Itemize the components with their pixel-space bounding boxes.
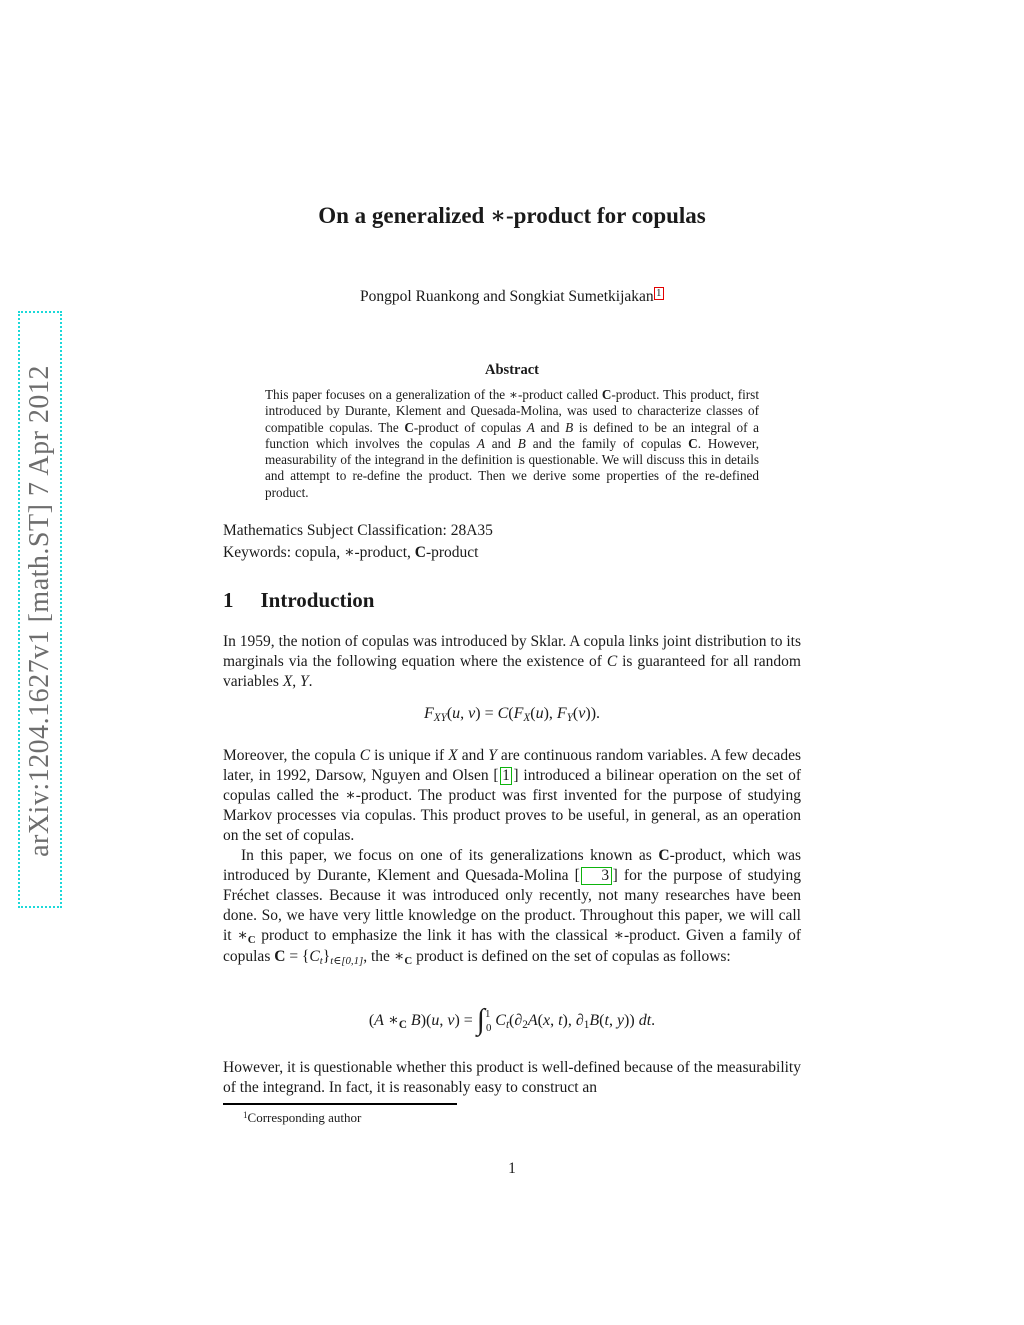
text-segment: ( [572, 705, 579, 722]
text-segment: C [688, 435, 698, 451]
text-segment: 1 [243, 1109, 248, 1120]
text-segment: Keywords: copula, ∗-product, [223, 544, 415, 561]
text-segment: v [468, 705, 476, 722]
arxiv-watermark-text: arXiv:1204.1627v1 [math.ST] 7 Apr 2012 [24, 365, 55, 857]
text-segment: However, it is questionable whether this product is well-defined because of the measurability of the integrand. In fact, it is reasonably easy to construct an [223, 1059, 801, 1096]
text-segment: , [550, 1012, 559, 1029]
text-segment: B [517, 435, 526, 451]
text-segment: is defined to be an integral of a function which involves the copulas [265, 419, 759, 451]
text-segment: ( [509, 1012, 515, 1029]
text-segment: ] introduced a bilinear operation on the set of copulas called the ∗-product. The product was first invented for the purpose of studying Markov processes via copulas. This product proves to be useful, in general, as an operation on the set of copulas. [223, 767, 802, 844]
text-segment: X [282, 673, 293, 690]
text-segment: C [404, 955, 413, 968]
integral-sign: ∫ [476, 1003, 485, 1036]
text-segment: C [309, 948, 320, 965]
text-segment: C [601, 387, 612, 402]
text-segment: ) = [454, 1012, 477, 1029]
text-segment: A [527, 1012, 538, 1029]
text-segment: B [589, 1012, 600, 1029]
text-segment: F [423, 705, 434, 722]
text-segment: Moreover, the copula [223, 747, 360, 764]
text-segment: -product [425, 544, 479, 561]
text-segment: , the ∗ [363, 948, 405, 965]
text-segment: u [431, 1012, 440, 1029]
text-segment: In 1959, the notion of copulas was introduced by Sklar. A copula links joint distribution to its marginals via the following equation where the existence of [223, 633, 801, 670]
text-segment: F [513, 705, 524, 722]
abstract-text [265, 387, 759, 501]
equation-sklar [223, 705, 801, 723]
text-segment: . [308, 673, 313, 690]
text-segment: F [556, 705, 567, 722]
text-segment: . However, measurability of the integrand in the definition is questionable. We will discuss this in details and attempt to re-define the product. Then we derive some properties of the re-defined product. [265, 435, 759, 500]
citation-link-1[interactable]: 1 [500, 767, 513, 785]
intro-paragraph-1 [223, 632, 801, 692]
text-segment: y [616, 1012, 625, 1029]
text-segment: A [526, 419, 535, 435]
text-segment: C [495, 1012, 506, 1029]
text-segment: t [604, 1012, 609, 1029]
text-segment: product is defined on the set of copulas as follows: [412, 948, 731, 965]
authors-line [223, 288, 801, 306]
paper-title: On a generalized ∗-product for copulas [318, 203, 706, 228]
text-segment: C [359, 747, 371, 764]
text-segment: ( [446, 705, 453, 722]
text-segment: ) = [475, 705, 498, 722]
text-segment: and [484, 435, 518, 451]
text-segment: is guaranteed for all random variables [223, 653, 801, 690]
keywords-line [223, 543, 801, 562]
text-segment: ] for the purpose of studying Fréchet classes. Because it was introduced only recently, not many researches have been done. So, we have very little knowledge on the product. Throughout this paper, we will call it ∗ [223, 867, 801, 944]
citation-link-3[interactable]: 3 [581, 867, 612, 885]
arxiv-watermark [18, 311, 62, 908]
text-segment: A [476, 435, 485, 451]
page-number: 1 [508, 1160, 516, 1177]
text-segment: , [460, 705, 469, 722]
intro-paragraph-4 [223, 1058, 801, 1098]
text-segment: = { [285, 948, 310, 965]
abstract-heading: Abstract [485, 362, 539, 378]
text-segment: X [523, 712, 531, 725]
footnote-corresponding-author [223, 1110, 801, 1126]
text-segment: is unique if [370, 747, 449, 764]
text-segment: 2 [522, 1019, 528, 1032]
text-segment: ( [537, 1012, 543, 1029]
text-segment: )) [624, 1012, 639, 1029]
text-segment: C [404, 419, 414, 435]
text-segment: C [247, 934, 256, 947]
section-number: 1 [223, 588, 234, 612]
text-segment: C [658, 847, 670, 864]
text-segment: , [292, 673, 301, 690]
text-segment: X [448, 747, 458, 764]
text-segment: Mathematics Subject Classification: 28A35 [223, 522, 493, 539]
text-segment: ( [508, 705, 514, 722]
text-segment: Y [566, 712, 573, 725]
text-segment: t [505, 1019, 510, 1032]
equation-c-product [223, 1000, 801, 1036]
text-segment: 1 [583, 1019, 590, 1032]
text-segment: . [651, 1012, 656, 1029]
text-segment: A [374, 1012, 384, 1029]
text-segment: Y [488, 747, 497, 764]
text-segment: ), [543, 705, 557, 722]
text-segment: t [319, 955, 323, 968]
text-segment: In this paper, we focus on one of its generalizations known as [241, 847, 659, 864]
text-segment: B [565, 419, 574, 435]
text-segment: Y [300, 673, 309, 690]
text-segment: ∂ [575, 1012, 584, 1029]
text-segment: ∗ [383, 1012, 399, 1029]
text-segment: ), [562, 1012, 576, 1029]
text-segment: u [535, 705, 544, 722]
text-segment: C [274, 948, 286, 965]
text-segment: C [606, 653, 618, 670]
text-segment: ( [530, 705, 536, 722]
text-segment: v [578, 705, 586, 722]
text-segment: v [447, 1012, 455, 1029]
text-segment: XY [433, 712, 447, 725]
section-1-heading [223, 588, 801, 613]
text-segment: and [457, 747, 489, 764]
text-segment: -product of copulas [413, 419, 527, 435]
text-segment: u [452, 705, 461, 722]
text-segment: 0 [486, 1021, 492, 1034]
intro-paragraph-3 [223, 846, 801, 968]
text-segment: -product. This product, first introduced by Durante, Klement and Quesada-Molina, was used to characterize classes of compatible copulas. The [265, 387, 759, 435]
text-segment: 1 [484, 1007, 491, 1020]
text-segment: C [398, 1019, 407, 1032]
author-footnote-link[interactable]: 1 [654, 287, 664, 300]
text-segment: , [439, 1012, 448, 1029]
text-segment: Pongpol Ruankong and Songkiat Sumetkijakan [360, 288, 654, 305]
text-segment: } [322, 948, 331, 965]
text-segment: C [497, 705, 509, 722]
text-segment: B [410, 1012, 421, 1029]
text-segment: and [534, 419, 566, 435]
text-segment: x [542, 1012, 551, 1029]
text-segment: This paper focuses on a generalization of the ∗-product called [265, 387, 602, 402]
text-segment: )( [420, 1012, 432, 1029]
footnote-divider [223, 1103, 457, 1105]
text-segment: )). [585, 705, 601, 722]
text-segment: and the family of copulas [525, 435, 689, 451]
text-segment: product to emphasize the link it has with the classical ∗-product. Given a family of copulas [223, 927, 801, 965]
text-segment: dt [638, 1012, 652, 1029]
text-segment: are continuous random variables. A few decades later, in 1992, Darsow, Nguyen and Olsen [ [223, 747, 801, 784]
msc-line [223, 522, 801, 540]
text-segment: ∂ [514, 1012, 523, 1029]
section-title: Introduction [260, 588, 375, 612]
text-segment: Corresponding author [247, 1110, 362, 1125]
intro-paragraph-2 [223, 746, 801, 846]
text-segment: t∈[0,1] [330, 955, 364, 968]
text-segment: -product, which was introduced by Durante, Klement and Quesada-Molina [ [223, 847, 801, 884]
text-segment: ( [599, 1012, 605, 1029]
text-segment: ( [368, 1012, 375, 1029]
text-segment: , [608, 1012, 617, 1029]
text-segment: C [414, 544, 426, 561]
text-segment: t [558, 1012, 563, 1029]
